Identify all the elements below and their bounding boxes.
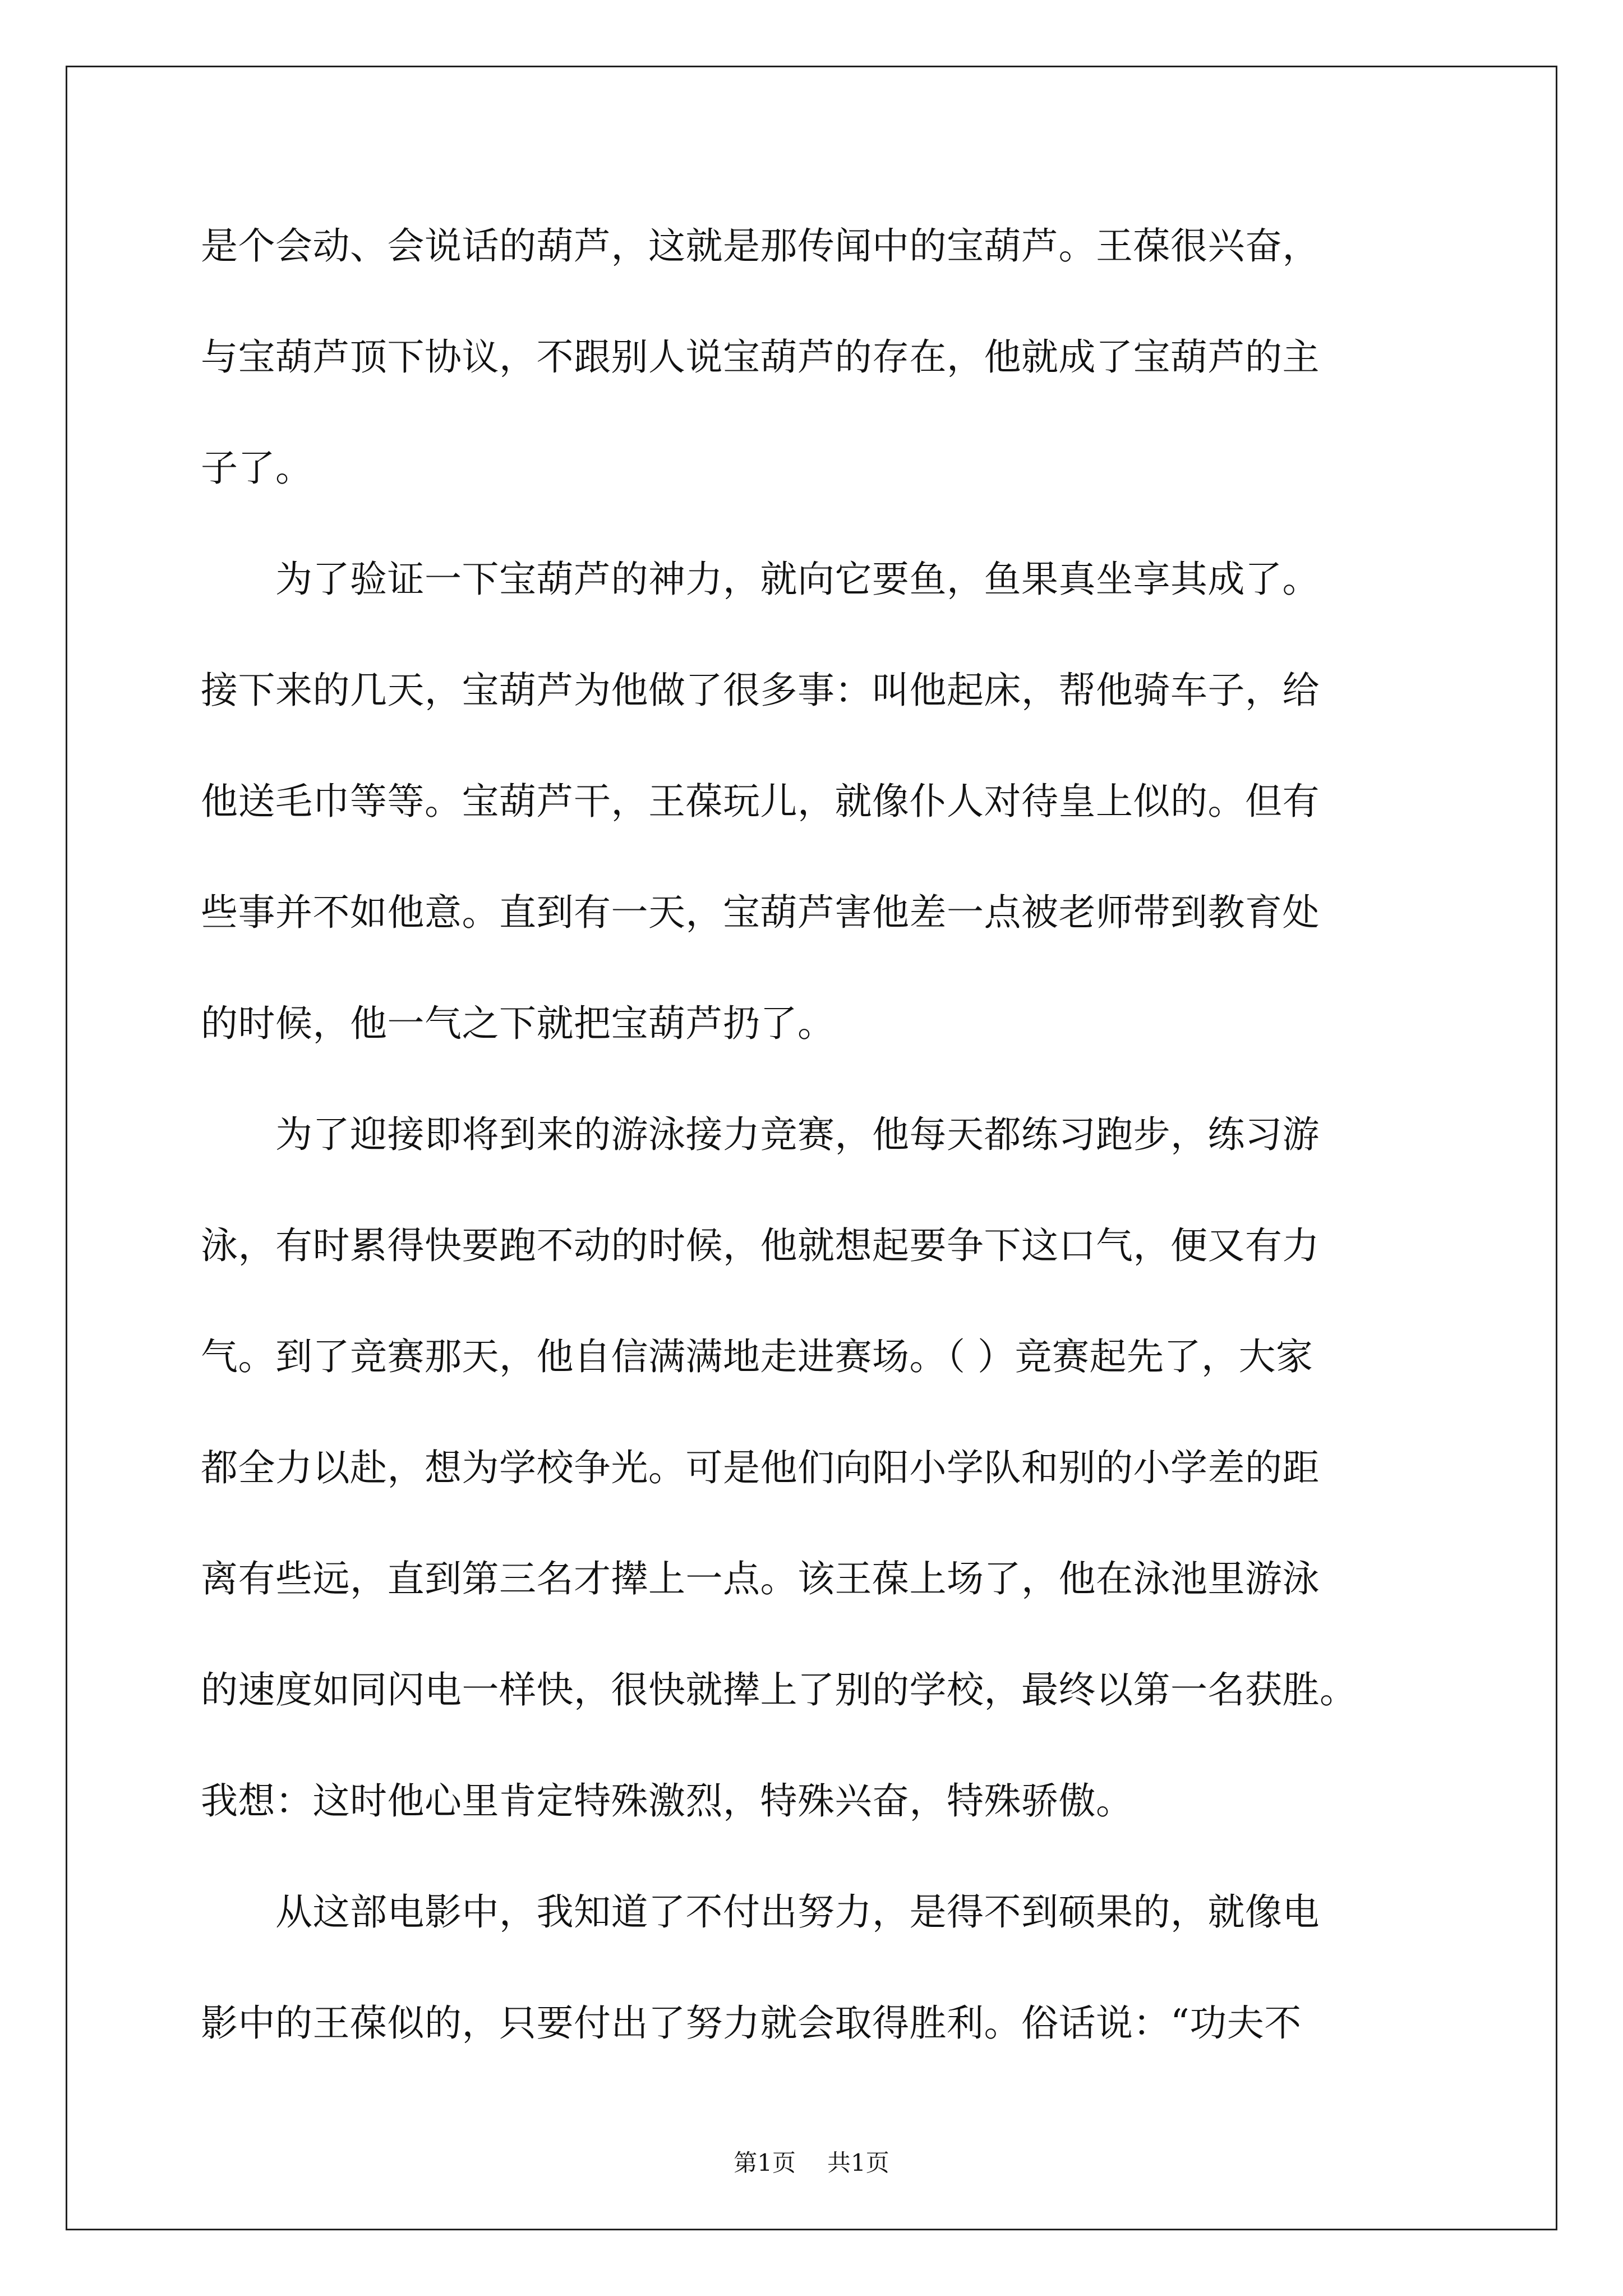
text-line: 的速度如同闪电一样快，很快就撵上了别的学校，最终以第一名获胜。 [201, 1668, 1357, 1711]
text-line: 泳，有时累得快要跑不动的时候，他就想起要争下这口气，便又有力 [201, 1224, 1320, 1267]
text-line: 从这部电影中，我知道了不付出努力，是得不到硕果的，就像电 [201, 1890, 1320, 1934]
text-line: 为了验证一下宝葫芦的神力，就向它要鱼，鱼果真坐享其成了。 [201, 558, 1320, 601]
text-line: 我想：这时他心里肯定特殊激烈，特殊兴奋，特殊骄傲。 [201, 1779, 1133, 1823]
text-line: 离有些远，直到第三名才撵上一点。该王葆上场了，他在泳池里游泳 [201, 1557, 1320, 1600]
text-line: 子了。 [201, 447, 313, 490]
document-body [201, 191, 1451, 2079]
text-line: 影中的王葆似的，只要付出了努力就会取得胜利。俗话说：“功夫不 [201, 2001, 1302, 2045]
text-line: 接下来的几天，宝葫芦为他做了很多事：叫他起床，帮他骑车子，给 [201, 669, 1320, 712]
text-line: 是个会动、会说话的葫芦，这就是那传闻中的宝葫芦。王葆很兴奋， [201, 224, 1320, 268]
page-number: 第1页 [734, 2149, 796, 2177]
text-line: 为了迎接即将到来的游泳接力竞赛，他每天都练习跑步，练习游 [201, 1113, 1320, 1156]
text-line: 些事并不如他意。直到有一天，宝葫芦害他差一点被老师带到教育处 [201, 891, 1320, 934]
text-line: 的时候，他一气之下就把宝葫芦扔了。 [201, 1002, 835, 1045]
page-footer [0, 2146, 1623, 2180]
text-line: 他送毛巾等等。宝葫芦干，王葆玩儿，就像仆人对待皇上似的。但有 [201, 780, 1320, 823]
text-line: 与宝葫芦顶下协议，不跟别人说宝葫芦的存在，他就成了宝葫芦的主 [201, 335, 1320, 379]
text-line: 气。到了竞赛那天，他自信满满地走进赛场。（ ）竞赛起先了，大家 [201, 1335, 1313, 1378]
page-total: 共1页 [827, 2149, 889, 2177]
text-line: 都全力以赴，想为学校争光。可是他们向阳小学队和别的小学差的距 [201, 1446, 1320, 1489]
